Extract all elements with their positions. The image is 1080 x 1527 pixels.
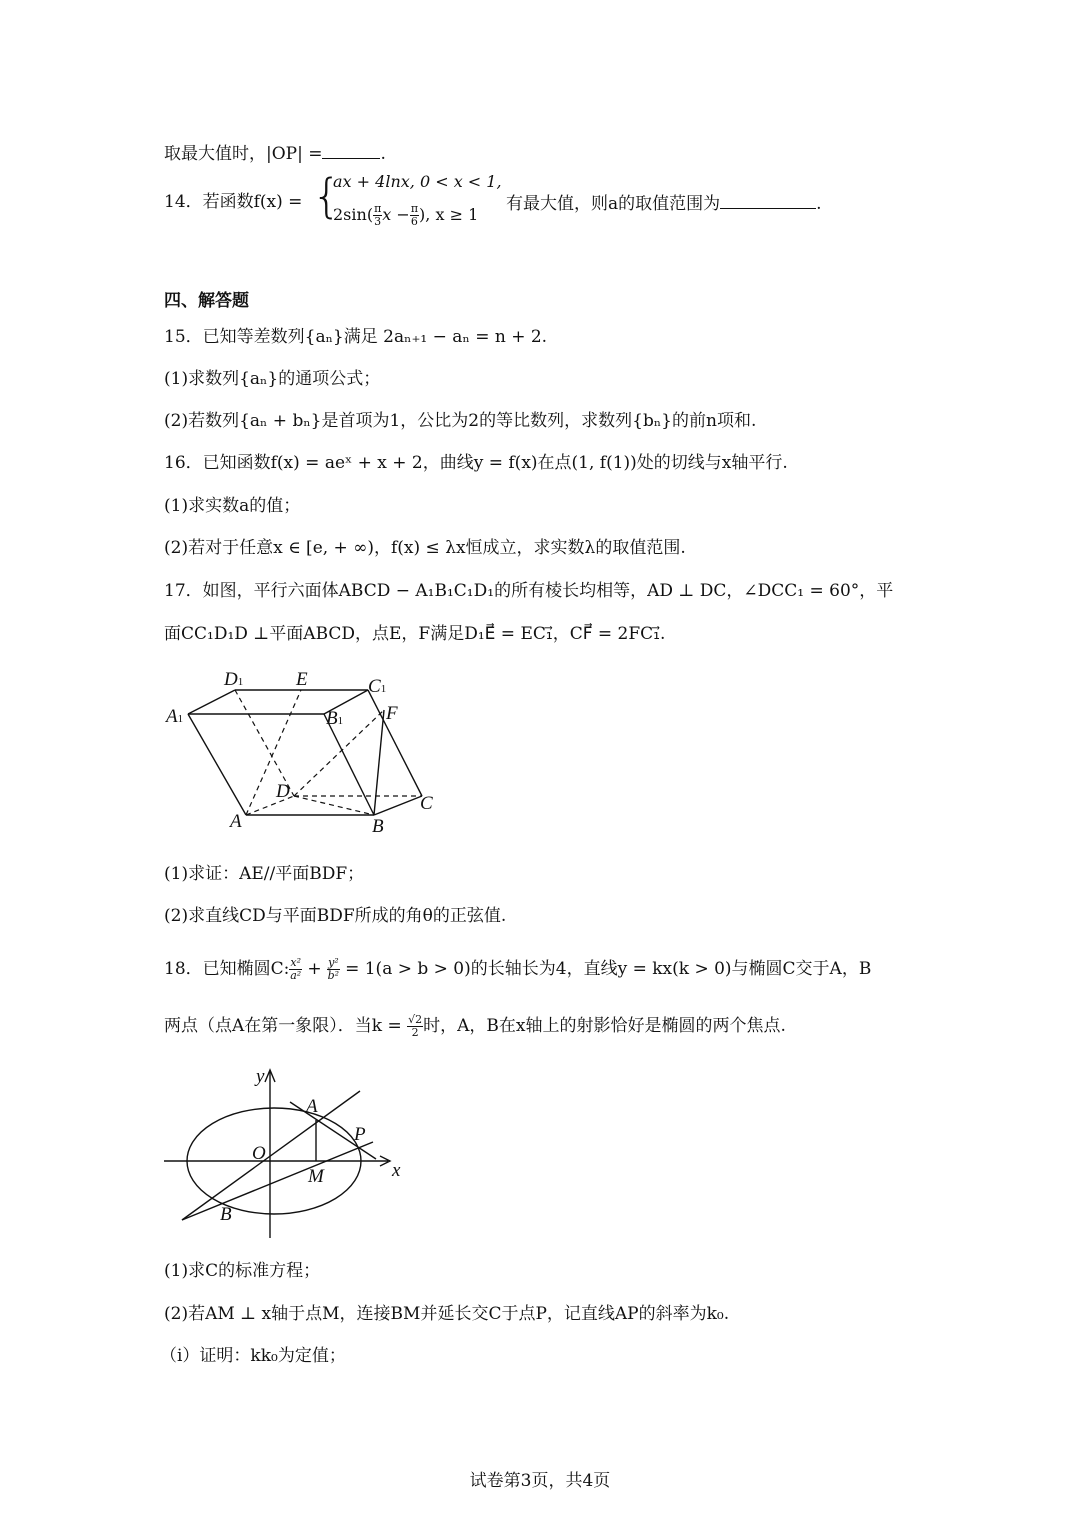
label-B: B (372, 816, 384, 837)
parallelepiped-figure (160, 665, 450, 845)
q18-frac-y2b2: $\frac{\text{y²}}{\text{b²}}$ (327, 956, 340, 982)
q14-period: . (816, 194, 822, 214)
q18-stem-a2: = 1(a > b > 0)的长轴长为4，直线y = kx(k > 0)与椭圆C交于A，B (345, 959, 872, 979)
label-D1: D1 (224, 669, 244, 690)
q13-tail-line (164, 142, 386, 165)
q17-stem-a: 17．如图，平行六面体ABCD − A₁B₁C₁D₁的所有棱长均相等，AD ⊥ DC，∠DCC₁ = 60°，平 (164, 581, 894, 601)
q18-stem-b (164, 1014, 786, 1039)
label-y: y (256, 1066, 265, 1087)
label-C1: C1 (368, 676, 387, 697)
q14-case2-cond: , x ≥ 1 (425, 205, 479, 224)
label-C: C (420, 793, 433, 814)
q13-answer-blank[interactable] (322, 142, 380, 159)
edge-BF (374, 710, 384, 815)
q15-stem: 15．已知等差数列{aₙ}满足 2aₙ₊₁ − aₙ = n + 2. (164, 327, 548, 347)
section-title: 四、解答题 (164, 291, 249, 311)
q17-part2: (2)求直线CD与平面BDF所成的角θ的正弦值. (164, 906, 507, 926)
label-P: P (354, 1124, 366, 1145)
q15-part2: (2)若数列{aₙ + bₙ}是首项为1，公比为2的等比数列，求数列{bₙ}的前n项和. (164, 411, 757, 431)
q13-period: . (380, 144, 386, 164)
q18-part2: (2)若AM ⊥ x轴于点M，连接BM并延长交C于点P，记直线AP的斜率为k₀. (164, 1304, 730, 1324)
q18-frac-x2a2: $\frac{\text{x²}}{\text{a²}}$ (290, 956, 302, 982)
q16-stem: 16．已知函数f(x) = aeˣ + x + 2，曲线y = f(x)在点(1, f(1))处的切线与x轴平行. (164, 453, 788, 473)
edge-A1D1 (188, 690, 235, 714)
q13-tail-text: 取最大值时，|OP| = (164, 144, 323, 164)
q14-prefix: 14．若函数f(x) = (164, 192, 303, 212)
q15-part1: (1)求数列{aₙ}的通项公式； (164, 369, 381, 389)
label-A: A (230, 811, 242, 832)
q14-frac-pi3: $\frac{\pi}{3}$ (374, 202, 382, 228)
q18-part2-i: （i）证明：kk₀为定值； (160, 1346, 346, 1366)
q18-frac-sqrt2: $\frac{√2}{2}$ (408, 1013, 423, 1039)
line-BP (182, 1142, 373, 1220)
line-AB (182, 1091, 360, 1220)
q18-stem-b2: 时，A，B在x轴上的射影恰好是椭圆的两个焦点. (423, 1016, 786, 1036)
q18-plus: + (307, 959, 322, 979)
edge-DB (294, 796, 374, 815)
edge-B1B (324, 714, 374, 815)
q14-case2-sin: 2sin (333, 205, 367, 224)
q17-stem-b: 面CC₁D₁D ⊥平面ABCD，点E，F满足D₁E⃗ = EC₁⃗，CF⃗ = 2FC₁⃗. (164, 624, 666, 644)
edge-BC (374, 796, 422, 815)
q14-suffix-line (506, 192, 822, 214)
edge-AE (246, 690, 301, 815)
label-x: x (392, 1160, 401, 1181)
label-B: B (220, 1204, 232, 1225)
q14-brace: { (312, 169, 342, 223)
label-M: M (308, 1166, 324, 1187)
q16-part1: (1)求实数a的值； (164, 496, 301, 516)
label-F: F (386, 703, 398, 724)
q18-stem-a1: 18．已知椭圆C: (164, 959, 290, 979)
q14-case2: 2sin( $\frac{\pi}{3}$ x − $\frac{\pi}{6}$ ), x ≥ 1 (333, 202, 479, 228)
q18-stem-b1: 两点（点A在第一象限）．当k = (164, 1016, 402, 1036)
page-footer: 试卷第3页，共4页 (469, 1471, 611, 1491)
q14-inner-x: x − (382, 205, 410, 224)
q14-suffix: 有最大值，则a的取值范围为 (506, 194, 721, 214)
label-A1: A1 (166, 706, 184, 727)
label-B1: B1 (326, 708, 344, 729)
q14-answer-blank[interactable] (720, 192, 816, 209)
q16-part2: (2)若对于任意x ∈ [e, + ∞)，f(x) ≤ λx恒成立，求实数λ的取值范围. (164, 538, 686, 558)
q18-stem-a (164, 957, 871, 982)
label-A: A (306, 1096, 318, 1117)
label-O: O (252, 1143, 266, 1164)
q14-case1: ax + 4lnx, 0 < x < 1, (333, 172, 502, 191)
label-E: E (296, 669, 308, 690)
q14-frac-pi6: $\frac{\pi}{6}$ (410, 202, 419, 228)
q17-part1: (1)求证：AE//平面BDF； (164, 864, 365, 884)
edge-A1A (188, 714, 246, 815)
label-D: D (276, 781, 290, 802)
ellipse-figure (160, 1062, 420, 1240)
q18-part1: (1)求C的标准方程； (164, 1261, 321, 1281)
